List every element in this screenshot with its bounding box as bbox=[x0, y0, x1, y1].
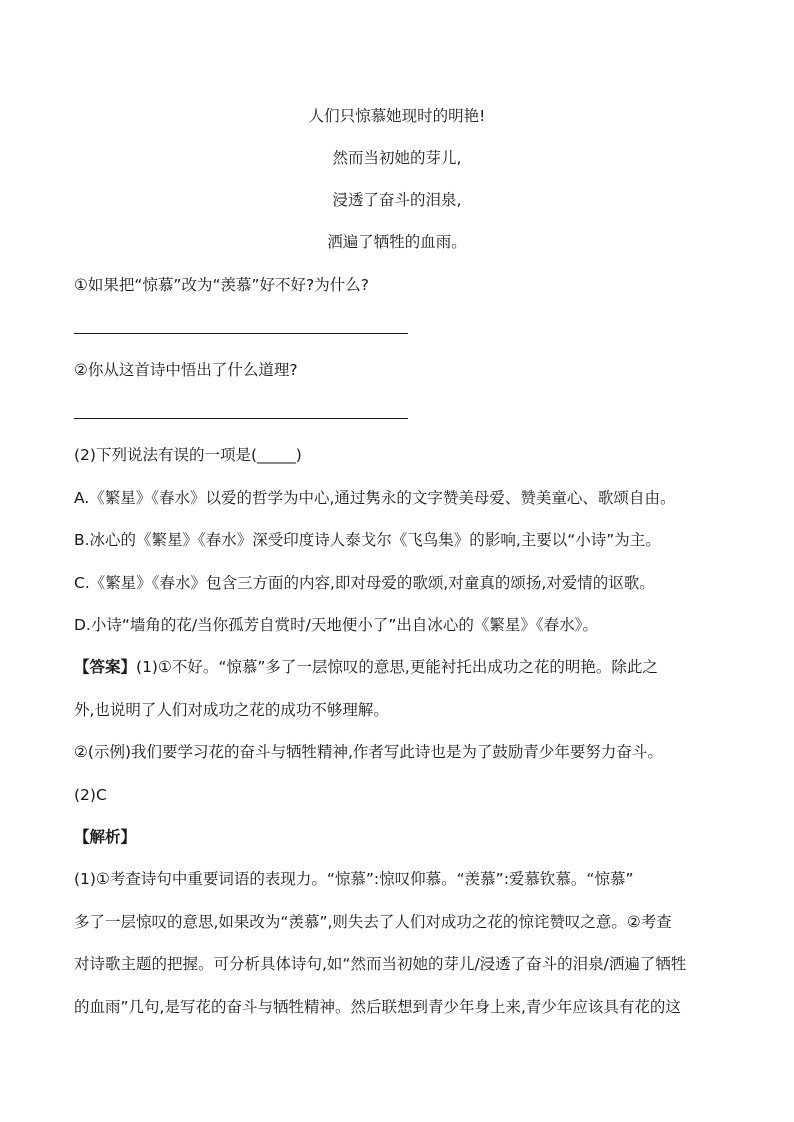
answer-line-2: 外,也说明了人们对成功之花的成功不够理解。 bbox=[74, 701, 389, 719]
answer-line-1 bbox=[74, 657, 724, 677]
option-a: A.《繁星》《春水》以爱的哲学为中心,通过隽永的文字赞美母爱、赞美童心、歌颂自由。 bbox=[74, 489, 676, 507]
analysis-label: 【解析】 bbox=[74, 828, 137, 846]
poem-line-4: 洒遍了牺牲的血雨。 bbox=[327, 233, 467, 251]
analysis-line-3: 对诗歌主题的把握。可分析具体诗句,如“然而当初她的芽儿/浸透了奋斗的泪泉/洒遍了牺牲 bbox=[74, 955, 687, 973]
analysis-line-1: (1)①考查诗句中重要词语的表现力。“惊慕”:惊叹仰慕。“羡慕”:爱慕钦慕。“惊慕” bbox=[74, 870, 634, 888]
option-c: C.《繁星》《春水》包含三方面的内容,即对母爱的歌颂,对童真的颂扬,对爱情的讴歌。 bbox=[74, 574, 655, 592]
answer-blank-line-1 bbox=[74, 333, 408, 334]
answer-label: 【答案】 bbox=[74, 658, 137, 676]
poem-line-2: 然而当初她的芽儿, bbox=[332, 149, 462, 167]
question-2: ②你从这首诗中悟出了什么道理? bbox=[74, 361, 298, 379]
question-1: ①如果把“惊慕”改为“羡慕”好不好?为什么? bbox=[74, 276, 369, 294]
analysis-line-4: 的血雨”几句,是写花的奋斗与牺牲精神。然后联想到青少年身上来,青少年应该具有花的这 bbox=[74, 998, 681, 1016]
poem-line-1: 人们只惊慕她现时的明艳! bbox=[308, 107, 486, 125]
option-d: D.小诗“墙角的花/当你孤芳自赏时/天地便小了”出自冰心的《繁星》《春水》。 bbox=[74, 616, 598, 634]
option-b: B.冰心的《繁星》《春水》深受印度诗人泰戈尔《飞鸟集》的影响,主要以“小诗”为主。 bbox=[74, 531, 661, 549]
question-3: (2)下列说法有误的一项是(_____) bbox=[74, 446, 302, 464]
answer-line-4: (2)C bbox=[74, 786, 107, 804]
analysis-line-2: 多了一层惊叹的意思,如果改为“羡慕”,则失去了人们对成功之花的惊诧赞叹之意。②考查 bbox=[74, 913, 672, 931]
answer-text-1: (1)①不好。“惊慕”多了一层惊叹的意思,更能衬托出成功之花的明艳。除此之 bbox=[136, 658, 658, 676]
answer-blank-line-2 bbox=[74, 418, 408, 419]
poem-line-3: 浸透了奋斗的泪泉, bbox=[332, 191, 462, 209]
answer-line-3: ②(示例)我们要学习花的奋斗与牺牲精神,作者写此诗也是为了鼓励青少年要努力奋斗。 bbox=[74, 743, 663, 761]
